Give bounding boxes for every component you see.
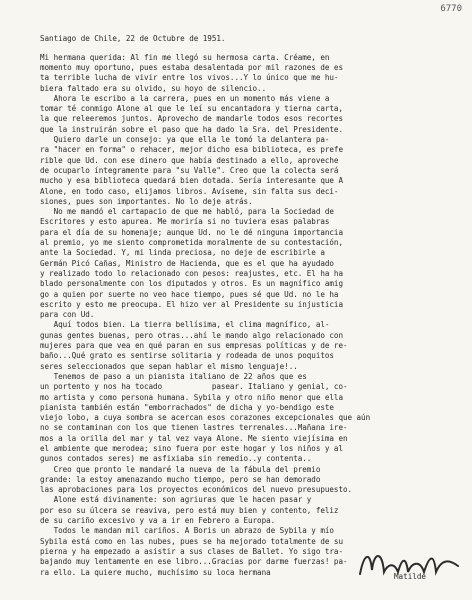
letter-line: Alone, en todo caso, elijamos libros. Avíseme, sin falta sus deci- bbox=[40, 186, 339, 196]
letter-line: baño...Qué grato es sentirse solitaria y rodeada de unos poquitos bbox=[40, 351, 334, 361]
letter-line: Ahora le escribo a la carrera, pues en un momento más viene a bbox=[40, 93, 330, 103]
letter-line: go a quien por suerte no veo hace tiempo, pues sé que Ud. no le ha bbox=[40, 289, 339, 299]
letter-line: gunas gentes buenas, pero otras...ahí le mando algo relacionado con bbox=[40, 330, 343, 340]
letter-line: rible que Ud. con ese dinero que había destinado a ello, aproveche bbox=[40, 155, 339, 165]
letter-line: grande: la estoy amenazando mucho tiempo, pero se han demorado bbox=[40, 474, 321, 484]
letter-line: de ocuparlo íntegramente para "su Valle". Creo que la colecta será bbox=[40, 165, 339, 175]
letter-line: Aquí todos bien. La tierra bellísima, el clima magnífico, al- bbox=[40, 320, 330, 330]
letter-line: mucho y esa biblioteca quedará bien dotada. Sería interesante que A bbox=[40, 176, 343, 186]
letter-line: mos a la orilla del mar y tal vez vaya Alone. Me siento viejísima en bbox=[40, 433, 348, 443]
letter-line: el ambiente que merodea; sino fuera por este hogar y los niños y al bbox=[40, 443, 343, 453]
letter-line: las aprobaciones para los proyectos económicos del nuevo presupuesto. bbox=[40, 485, 353, 495]
letter-line: seres seleccionados que sepan hablar el mismo lenguaje!.. bbox=[40, 361, 298, 371]
letter-line: bajando muy lentamente en ese libro...Gracias por darme fuerzas! pa- bbox=[40, 557, 348, 567]
letter-line: siones, pues son importantes. No lo deje atrás. bbox=[40, 196, 253, 206]
salutation-line: Mi hermana querida: Al fin me llegó su hermosa carta. Créame, en bbox=[40, 53, 330, 62]
letter-line: pierna y ha empezado a asistir a sus clases de Ballet. Yo sigo tra- bbox=[40, 546, 343, 556]
letter-line: momento muy oportuno, pues estaba desalentada por mil razones de es bbox=[40, 63, 343, 72]
letter-line: No me mandó el cartapacio de que me habló, para la Sociedad de bbox=[40, 207, 334, 217]
letter-line: Sybila está como en las nubes, pues se ha mejorado totalmente de su bbox=[40, 536, 343, 546]
letter-line: la que releeremos juntos. Aprovecho de mandarle todos esos recortes bbox=[40, 114, 343, 124]
letter-line: tomar té conmigo Alone al que le leí su encantadora y tierna carta, bbox=[40, 104, 343, 114]
letter-line: biera faltado era su olvido, su hoyo de silencio.. bbox=[40, 83, 267, 93]
body-lines bbox=[40, 63, 460, 578]
letter-line: mujeres para que vea en qué paran en sus empresas políticas y de re- bbox=[40, 341, 348, 351]
letter-line: al premio, yo me siento comprometida moralmente de su contestación, bbox=[40, 238, 343, 248]
letter-line: Creo que pronto le mandaré la nueva de la fábula del premio bbox=[40, 464, 321, 474]
letter-line: Germán Picó Cañas, Ministro de Hacienda, que es el que ha ayudado bbox=[40, 258, 334, 268]
letter-line: pianista también están "emborrachados" de dicha y yo-bendigo este bbox=[40, 402, 334, 412]
letter-line: un portento y nos ha tocado pasear. Italiano y genial, co- bbox=[40, 382, 348, 392]
letter-line: para el día de su homenaje; aunque Ud. no le dé ninguna importancia bbox=[40, 227, 343, 237]
letter-line: Todos le mandan mil cariños. A Boris un abrazo de Sybila y mío bbox=[40, 526, 334, 536]
letter-line: y realizado todo lo relacionado con pesos: reajustes, etc. El ha ha bbox=[40, 268, 343, 278]
letter-line: ra "hacer en forma" o rehacer, mejor dicho esa biblioteca, es prefe bbox=[40, 145, 343, 155]
letter-line: no se contaminan con los que tienen lastres terrenales...Mañana ire- bbox=[40, 423, 348, 433]
letter-line: Escritores y esto apurea. Me moriría si no tuviera esas palabras bbox=[40, 217, 330, 227]
letter-line: que la instruirán sobre el paso que ha dado la Sra. del Presidente. bbox=[40, 124, 343, 134]
letter-line: para con Ud. bbox=[40, 310, 95, 320]
letter-line: blado personalmente con los diputados y otros. Es un magnífico amig bbox=[40, 279, 343, 289]
typed-signature: Matilde bbox=[393, 572, 426, 581]
letter-line: viejo lobo, a cuya sombra se acercan esos corazones excepcionales que aún bbox=[40, 413, 371, 423]
letter-line: ta terrible lucha de vivir entre los vivos...Y lo único que me hu- bbox=[40, 73, 339, 83]
letter-line: gunos contados seres) me asfixiaba sin remedio..y contenta.. bbox=[40, 454, 312, 464]
handwritten-signature bbox=[354, 544, 464, 586]
letter-line: escrito y esto me preocupa. El hizo ver al Presidente su injusticia bbox=[40, 299, 343, 309]
letter-line: Quiero darle un consejo: ya que ella le tomó la delantera pa- bbox=[40, 135, 330, 145]
letter-body bbox=[40, 34, 460, 578]
letter-line: de su cariño excesivo y va a ir en Febrero a Europa. bbox=[40, 516, 276, 526]
letter-line: Alone está divinamente: son agriuras que le hacen pasar y bbox=[40, 495, 312, 505]
place-date: Santiago de Chile, 22 de Octubre de 1951. bbox=[40, 34, 226, 43]
letter-line: ante la Sociedad. Y, mi linda preciosa, no deje de escribirle a bbox=[40, 248, 325, 258]
archive-number: 6770 bbox=[440, 4, 462, 14]
letter-line: mo artista y como persona humana. Sybila y otro niño menor que ella bbox=[40, 392, 343, 402]
letter-line: por eso su úlcera se reaviva, pero está muy bien y contento, feliz bbox=[40, 505, 339, 515]
letter-line: Tenemos de paso a un pianista italiano de 22 años que es bbox=[40, 371, 307, 381]
letter-line: ra ello. La quiere mucho, muchísimo su loca hermana bbox=[40, 567, 271, 577]
